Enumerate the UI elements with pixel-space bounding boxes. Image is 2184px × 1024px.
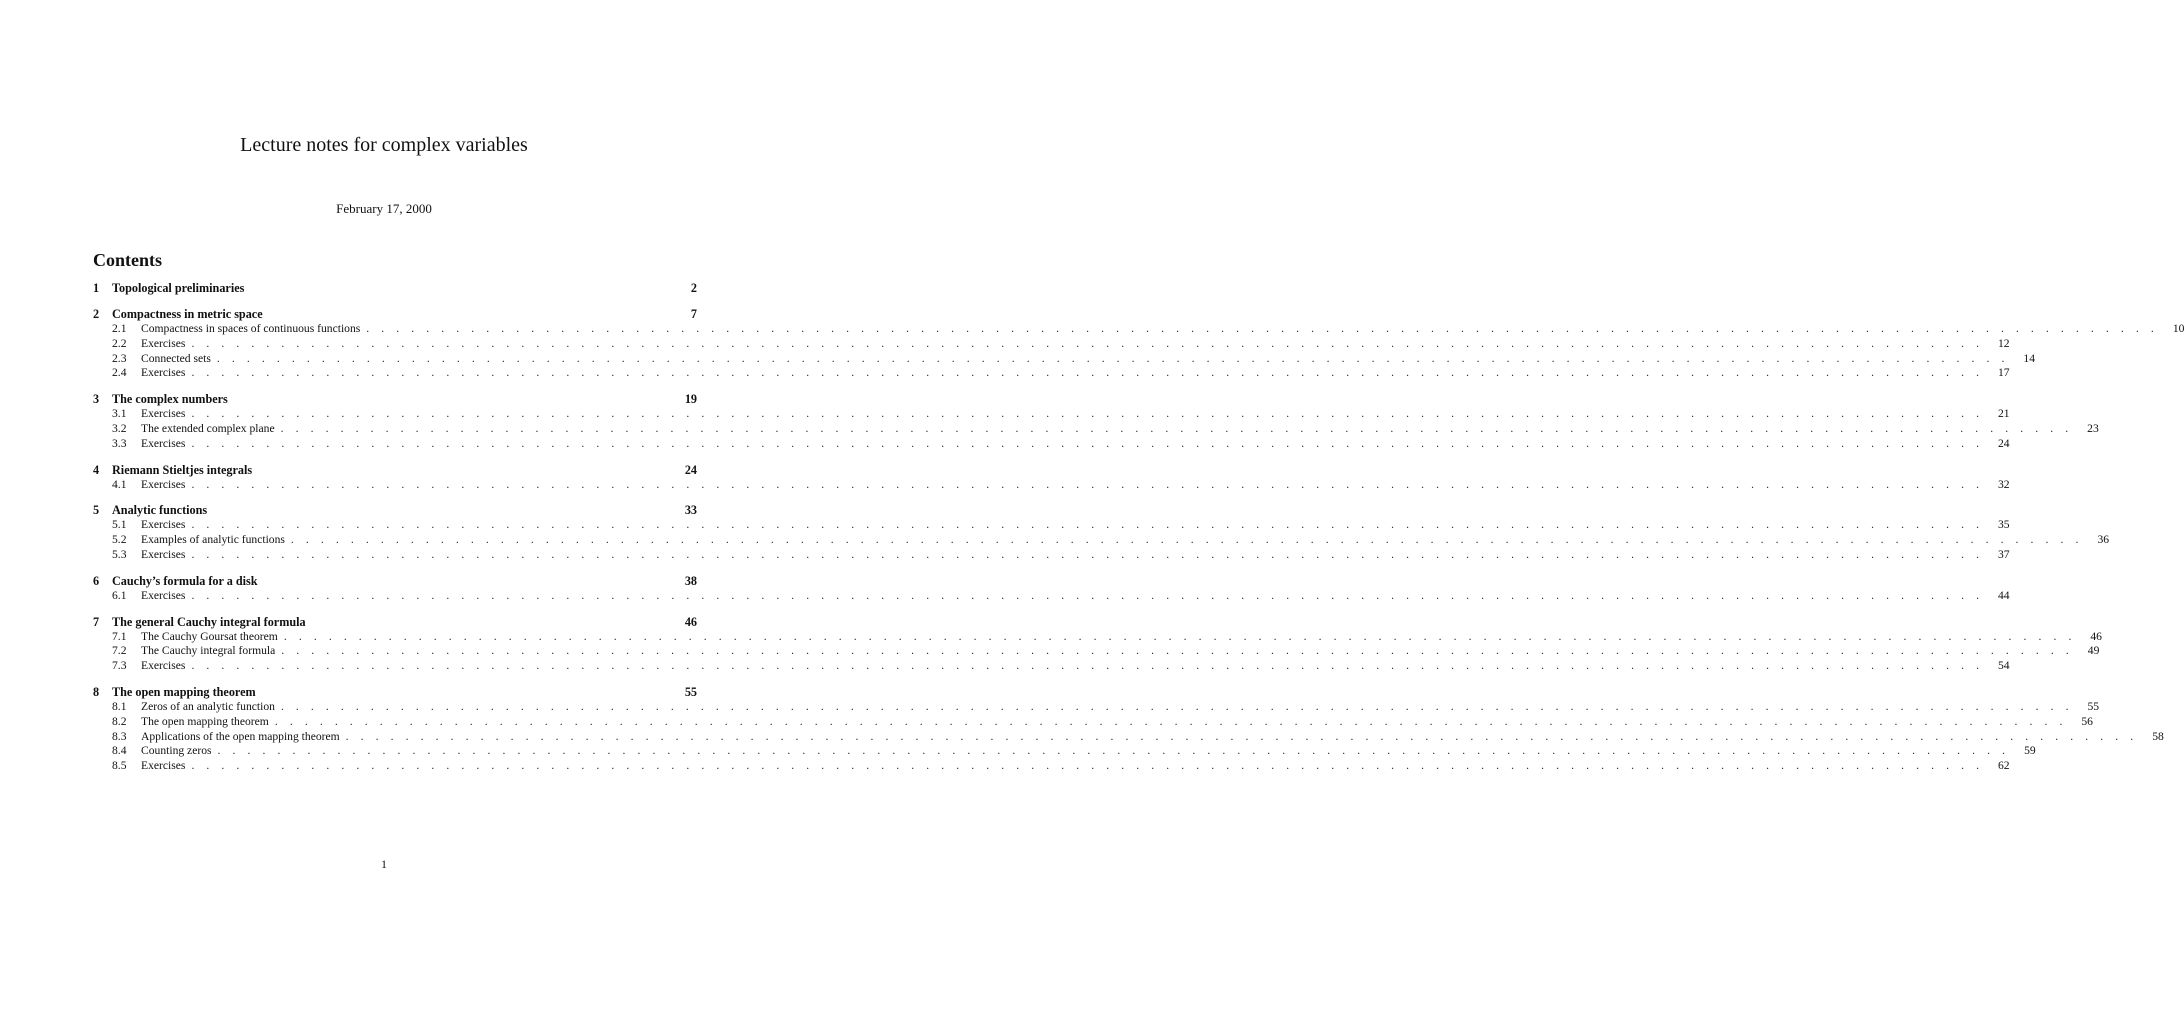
- toc-section-entry[interactable]: [93, 336, 2010, 352]
- toc-dot-leader: . . . . . . . . . . . . . . . . . . . . . . . . . . . . . . . . . . . . . . . . . . . . . . . . . . . . . . . . . . . . . . . . . . . . . . . . . . . . . . . . . . . . . . . . . . . . . . . . . . . . . . . . . . . . . . . . . . . . . . . .: [191, 547, 1984, 561]
- toc-section-entry[interactable]: [93, 547, 2010, 563]
- toc-section-title: Exercises: [141, 759, 186, 773]
- contents-heading: Contents: [93, 250, 163, 270]
- toc-section-number: 6.1: [112, 588, 127, 602]
- toc-section-number: 8.1: [112, 699, 127, 713]
- toc-dot-leader: . . . . . . . . . . . . . . . . . . . . . . . . . . . . . . . . . . . . . . . . . . . . . . . . . . . . . . . . . . . . . . . . . . . . . . . . . . . . . . . . . . . . . . . . . . . . . . . . . . . . . . . . . . . . . . . . . . . . . . . .: [191, 366, 1984, 380]
- toc-dot-leader: . . . . . . . . . . . . . . . . . . . . . . . . . . . . . . . . . . . . . . . . . . . . . . . . . . . . . . . . . . . . . . . . . . . . . . . . . . . . . . . . . . . . . . . . . . . . . . . . . . . . . . . . . . . . . . . . . . . . . . . .: [191, 759, 1984, 773]
- toc-section-number: 5.3: [112, 547, 127, 561]
- document-date: February 17, 2000: [336, 201, 432, 216]
- toc-section-page: 44: [1997, 588, 2010, 602]
- toc-section-page: 24: [1997, 436, 2010, 450]
- toc-section-title: Exercises: [141, 366, 186, 380]
- toc-chapter-number: 6: [93, 573, 100, 588]
- toc-section-number: 8.4: [112, 744, 127, 758]
- toc-chapter-entry[interactable]: [93, 574, 697, 589]
- toc-chapter-page: 19: [684, 392, 697, 407]
- toc-section-number: 4.1: [112, 477, 127, 491]
- toc-section-entry[interactable]: [93, 714, 2093, 730]
- toc-dot-leader: . . . . . . . . . . . . . . . . . . . . . . . . . . . . . . . . . . . . . . . . . . . . . . . . . . . . . . . . . . . . . . . . . . . . . . . . . . . . . . . . . . . . . . . . . . . . . . . . . . . . . . . . . . . . . . . . . . . . . . . .: [216, 351, 2009, 365]
- toc-section-title: Exercises: [141, 336, 186, 350]
- toc-section-entry[interactable]: [93, 351, 2035, 367]
- toc-section-number: 7.2: [112, 644, 127, 658]
- toc-section-number: 3.2: [112, 421, 127, 435]
- toc-section-page: 58: [2152, 729, 2164, 743]
- toc-section-entry[interactable]: [93, 322, 2184, 337]
- toc-chapter-number: 5: [93, 503, 100, 518]
- toc-chapter-page: 2: [690, 281, 697, 295]
- toc-section-entry[interactable]: [93, 759, 2010, 774]
- toc-dot-leader: . . . . . . . . . . . . . . . . . . . . . . . . . . . . . . . . . . . . . . . . . . . . . . . . . . . . . . . . . . . . . . . . . . . . . . . . . . . . . . . . . . . . . . . . . . . . . . . . . . . . . . . . . . . . . . . . . . . . . . . .: [274, 714, 2067, 728]
- toc-dot-leader: . . . . . . . . . . . . . . . . . . . . . . . . . . . . . . . . . . . . . . . . . . . . . . . . . . . . . . . . . . . . . . . . . . . . . . . . . . . . . . . . . . . . . . . . . . . . . . . . . . . . . . . . . . . . . . . . . . . . . . . .: [217, 744, 2010, 758]
- toc-chapter-entry[interactable]: [93, 392, 697, 407]
- toc-chapter-title: The general Cauchy integral formula: [112, 614, 306, 629]
- toc-section-page: 32: [1997, 477, 2010, 491]
- toc-chapter-page: 33: [684, 503, 697, 518]
- toc-section-entry[interactable]: [93, 699, 2100, 715]
- toc-chapter-page: 46: [684, 614, 697, 629]
- toc-section-entry[interactable]: [93, 436, 2010, 452]
- toc-section-title: Exercises: [141, 436, 186, 450]
- toc-chapter-entry[interactable]: [93, 615, 697, 630]
- toc-dot-leader: . . . . . . . . . . . . . . . . . . . . . . . . . . . . . . . . . . . . . . . . . . . . . . . . . . . . . . . . . . . . . . . . . . . . . . . . . . . . . . . . . . . . . . . . . . . . . . . . . . . . . . . . . . . . . . . . . . . . . . . .: [191, 407, 1984, 421]
- toc-section-page: 54: [1997, 659, 2010, 673]
- toc-section-page: 21: [1997, 407, 2010, 421]
- toc-section-title: Connected sets: [141, 351, 211, 365]
- toc-section-title: Examples of analytic functions: [141, 533, 285, 547]
- toc-section-entry[interactable]: [93, 729, 2164, 745]
- toc-section-page: 55: [2087, 699, 2100, 713]
- toc-section-title: Applications of the open mapping theorem: [141, 729, 340, 743]
- toc-section-page: 36: [2097, 533, 2110, 547]
- toc-section-number: 8.5: [112, 759, 127, 773]
- toc-section-number: 7.3: [112, 659, 127, 673]
- toc-chapter-page: 55: [684, 684, 697, 699]
- toc-section-page: 49: [2087, 644, 2100, 658]
- toc-chapter-entry[interactable]: [93, 503, 697, 518]
- toc-dot-leader: . . . . . . . . . . . . . . . . . . . . . . . . . . . . . . . . . . . . . . . . . . . . . . . . . . . . . . . . . . . . . . . . . . . . . . . . . . . . . . . . . . . . . . . . . . . . . . . . . . . . . . . . . . . . . . . . . . . . . . . .: [280, 421, 2073, 435]
- toc-chapter-entry[interactable]: [93, 307, 697, 322]
- toc-section-number: 7.1: [112, 629, 127, 643]
- toc-chapter: [93, 684, 2164, 774]
- toc-section-number: 8.2: [112, 714, 127, 728]
- toc-section-title: The Cauchy Goursat theorem: [141, 629, 278, 643]
- toc-chapter-title: The open mapping theorem: [112, 684, 256, 699]
- toc-chapter-title: Riemann Stieltjes integrals: [112, 462, 253, 477]
- toc-section-title: The open mapping theorem: [141, 714, 269, 728]
- toc-chapter: [93, 307, 2184, 381]
- toc-section-entry[interactable]: [93, 744, 2036, 759]
- toc-section-page: 17: [1997, 366, 2010, 380]
- toc-chapter: [93, 281, 697, 296]
- toc-chapter-entry[interactable]: [93, 281, 697, 296]
- toc-section-entry[interactable]: [93, 407, 2010, 422]
- toc-chapter-title: Compactness in metric space: [112, 307, 263, 321]
- toc-section-title: Exercises: [141, 588, 186, 602]
- toc-dot-leader: . . . . . . . . . . . . . . . . . . . . . . . . . . . . . . . . . . . . . . . . . . . . . . . . . . . . . . . . . . . . . . . . . . . . . . . . . . . . . . . . . . . . . . . . . . . . . . . . . . . . . . . . . . . . . . . . . . . . . . . .: [281, 644, 2074, 658]
- toc-section-entry[interactable]: [93, 629, 2102, 645]
- toc-section-title: Exercises: [141, 547, 186, 561]
- toc-dot-leader: . . . . . . . . . . . . . . . . . . . . . . . . . . . . . . . . . . . . . . . . . . . . . . . . . . . . . . . . . . . . . . . . . . . . . . . . . . . . . . . . . . . . . . . . . . . . . . . . . . . . . . . . . . . . . . . . . . . . . . . .: [191, 659, 1984, 673]
- toc-section-title: Exercises: [141, 407, 186, 421]
- toc-chapter-title: Analytic functions: [112, 503, 208, 518]
- toc-dot-leader: . . . . . . . . . . . . . . . . . . . . . . . . . . . . . . . . . . . . . . . . . . . . . . . . . . . . . . . . . . . . . . . . . . . . . . . . . . . . . . . . . . . . . . . . . . . . . . . . . . . . . . . . . . . . . . . . . . . . . . . .: [191, 518, 1984, 532]
- toc-dot-leader: . . . . . . . . . . . . . . . . . . . . . . . . . . . . . . . . . . . . . . . . . . . . . . . . . . . . . . . . . . . . . . . . . . . . . . . . . . . . . . . . . . . . . . . . . . . . . . . . . . . . . . . . . . . . . . . . . . . . . . . .: [290, 533, 2084, 547]
- toc-section-page: 23: [2087, 421, 2099, 435]
- toc-section-page: 37: [1997, 547, 2010, 561]
- page-number: 1: [381, 857, 387, 871]
- toc-chapter-entry[interactable]: [93, 463, 697, 478]
- toc-section-number: 5.1: [112, 518, 127, 532]
- toc-dot-leader: . . . . . . . . . . . . . . . . . . . . . . . . . . . . . . . . . . . . . . . . . . . . . . . . . . . . . . . . . . . . . . . . . . . . . . . . . . . . . . . . . . . . . . . . . . . . . . . . . . . . . . . . . . . . . . . . . . . . . . . .: [191, 336, 1984, 350]
- toc-section-number: 2.2: [112, 336, 127, 350]
- toc-chapter: [93, 392, 2099, 451]
- toc-chapter: [93, 462, 2010, 493]
- toc-dot-leader: . . . . . . . . . . . . . . . . . . . . . . . . . . . . . . . . . . . . . . . . . . . . . . . . . . . . . . . . . . . . . . . . . . . . . . . . . . . . . . . . . . . . . . . . . . . . . . . . . . . . . . . . . . . . . . . . . . . . . . . .: [191, 436, 1984, 450]
- toc-section-number: 8.3: [112, 729, 127, 743]
- toc-chapter-number: 3: [93, 392, 100, 407]
- toc-section-title: Compactness in spaces of continuous functions: [141, 322, 361, 335]
- toc-chapter-page: 24: [684, 462, 697, 477]
- toc-chapter-number: 8: [93, 684, 100, 699]
- toc-section-title: Exercises: [141, 477, 186, 491]
- toc-section-title: Exercises: [141, 518, 186, 532]
- document-title: Lecture notes for complex variables: [240, 134, 528, 156]
- toc-chapter-page: 7: [690, 307, 697, 321]
- toc-section-title: The extended complex plane: [141, 421, 275, 435]
- toc-section-page: 10: [2172, 322, 2184, 335]
- toc-chapter-title: The complex numbers: [112, 392, 228, 407]
- toc-chapter-number: 2: [93, 307, 100, 321]
- toc-dot-leader: . . . . . . . . . . . . . . . . . . . . . . . . . . . . . . . . . . . . . . . . . . . . . . . . . . . . . . . . . . . . . . . . . . . . . . . . . . . . . . . . . . . . . . . . . . . . . . . . . . . . . . . . . . . . . . . . . . . . . . . .: [191, 477, 1984, 491]
- toc-chapter: [93, 614, 2102, 674]
- toc-section-entry[interactable]: [93, 421, 2099, 437]
- toc-section-page: 62: [1997, 759, 2010, 773]
- toc-section-entry[interactable]: [93, 533, 2110, 548]
- toc-section-entry[interactable]: [93, 366, 2010, 381]
- toc-chapter-number: 1: [93, 281, 100, 295]
- toc-chapter-number: 4: [93, 462, 100, 477]
- toc-dot-leader: . . . . . . . . . . . . . . . . . . . . . . . . . . . . . . . . . . . . . . . . . . . . . . . . . . . . . . . . . . . . . . . . . . . . . . . . . . . . . . . . . . . . . . . . . . . . . . . . . . . . . . . . . . . . . . . . . . . . . . . .: [280, 699, 2074, 713]
- toc-section-page: 56: [2081, 714, 2093, 728]
- toc-chapter-number: 7: [93, 614, 100, 629]
- toc-section-entry[interactable]: [93, 659, 2010, 674]
- toc-section-title: Counting zeros: [141, 744, 212, 758]
- toc-chapter-entry[interactable]: [93, 685, 697, 700]
- toc-section-number: 5.2: [112, 533, 127, 547]
- toc-section-title: Exercises: [141, 659, 186, 673]
- toc-section-page: 12: [1997, 336, 2010, 350]
- toc-dot-leader: . . . . . . . . . . . . . . . . . . . . . . . . . . . . . . . . . . . . . . . . . . . . . . . . . . . . . . . . . . . . . . . . . . . . . . . . . . . . . . . . . . . . . . . . . . . . . . . . . . . . . . . . . . . . . . . . . . . . . . . .: [283, 629, 2076, 643]
- toc-section-number: 2.4: [112, 366, 127, 380]
- toc-section-entry[interactable]: [93, 518, 2010, 533]
- toc-section-entry[interactable]: [93, 644, 2100, 659]
- toc-section-page: 46: [2090, 629, 2102, 643]
- toc-chapter-title: Topological preliminaries: [112, 281, 245, 295]
- toc-chapter-title: Cauchy’s formula for a disk: [112, 573, 258, 588]
- toc-section-title: The Cauchy integral formula: [141, 644, 276, 658]
- toc-section-page: 59: [2024, 744, 2036, 758]
- toc-chapter: [93, 503, 2110, 562]
- toc-section-page: 35: [1997, 518, 2010, 532]
- toc-section-number: 3.3: [112, 436, 127, 450]
- toc-section-entry[interactable]: [93, 588, 2010, 604]
- toc-section-number: 3.1: [112, 407, 127, 421]
- toc-section-title: Zeros of an analytic function: [141, 699, 275, 713]
- table-of-contents: [93, 281, 2184, 785]
- toc-section-page: 14: [2023, 351, 2035, 365]
- toc-dot-leader: . . . . . . . . . . . . . . . . . . . . . . . . . . . . . . . . . . . . . . . . . . . . . . . . . . . . . . . . . . . . . . . . . . . . . . . . . . . . . . . . . . . . . . . . . . . . . . . . . . . . . . . . . . . . . . . . . . . . . . . .: [345, 729, 2138, 743]
- toc-section-entry[interactable]: [93, 477, 2010, 493]
- toc-chapter: [93, 573, 2010, 604]
- toc-dot-leader: . . . . . . . . . . . . . . . . . . . . . . . . . . . . . . . . . . . . . . . . . . . . . . . . . . . . . . . . . . . . . . . . . . . . . . . . . . . . . . . . . . . . . . . . . . . . . . . . . . . . . . . . . . . . . . . . . . . . . . . .: [191, 588, 1984, 602]
- toc-dot-leader: . . . . . . . . . . . . . . . . . . . . . . . . . . . . . . . . . . . . . . . . . . . . . . . . . . . . . . . . . . . . . . . . . . . . . . . . . . . . . . . . . . . . . . . . . . . . . . . . . . . . . . . . . . . . . . . . . . . . . . . .: [366, 322, 2159, 335]
- toc-chapter-page: 38: [684, 573, 697, 588]
- toc-section-number: 2.3: [112, 351, 127, 365]
- toc-section-number: 2.1: [112, 322, 127, 335]
